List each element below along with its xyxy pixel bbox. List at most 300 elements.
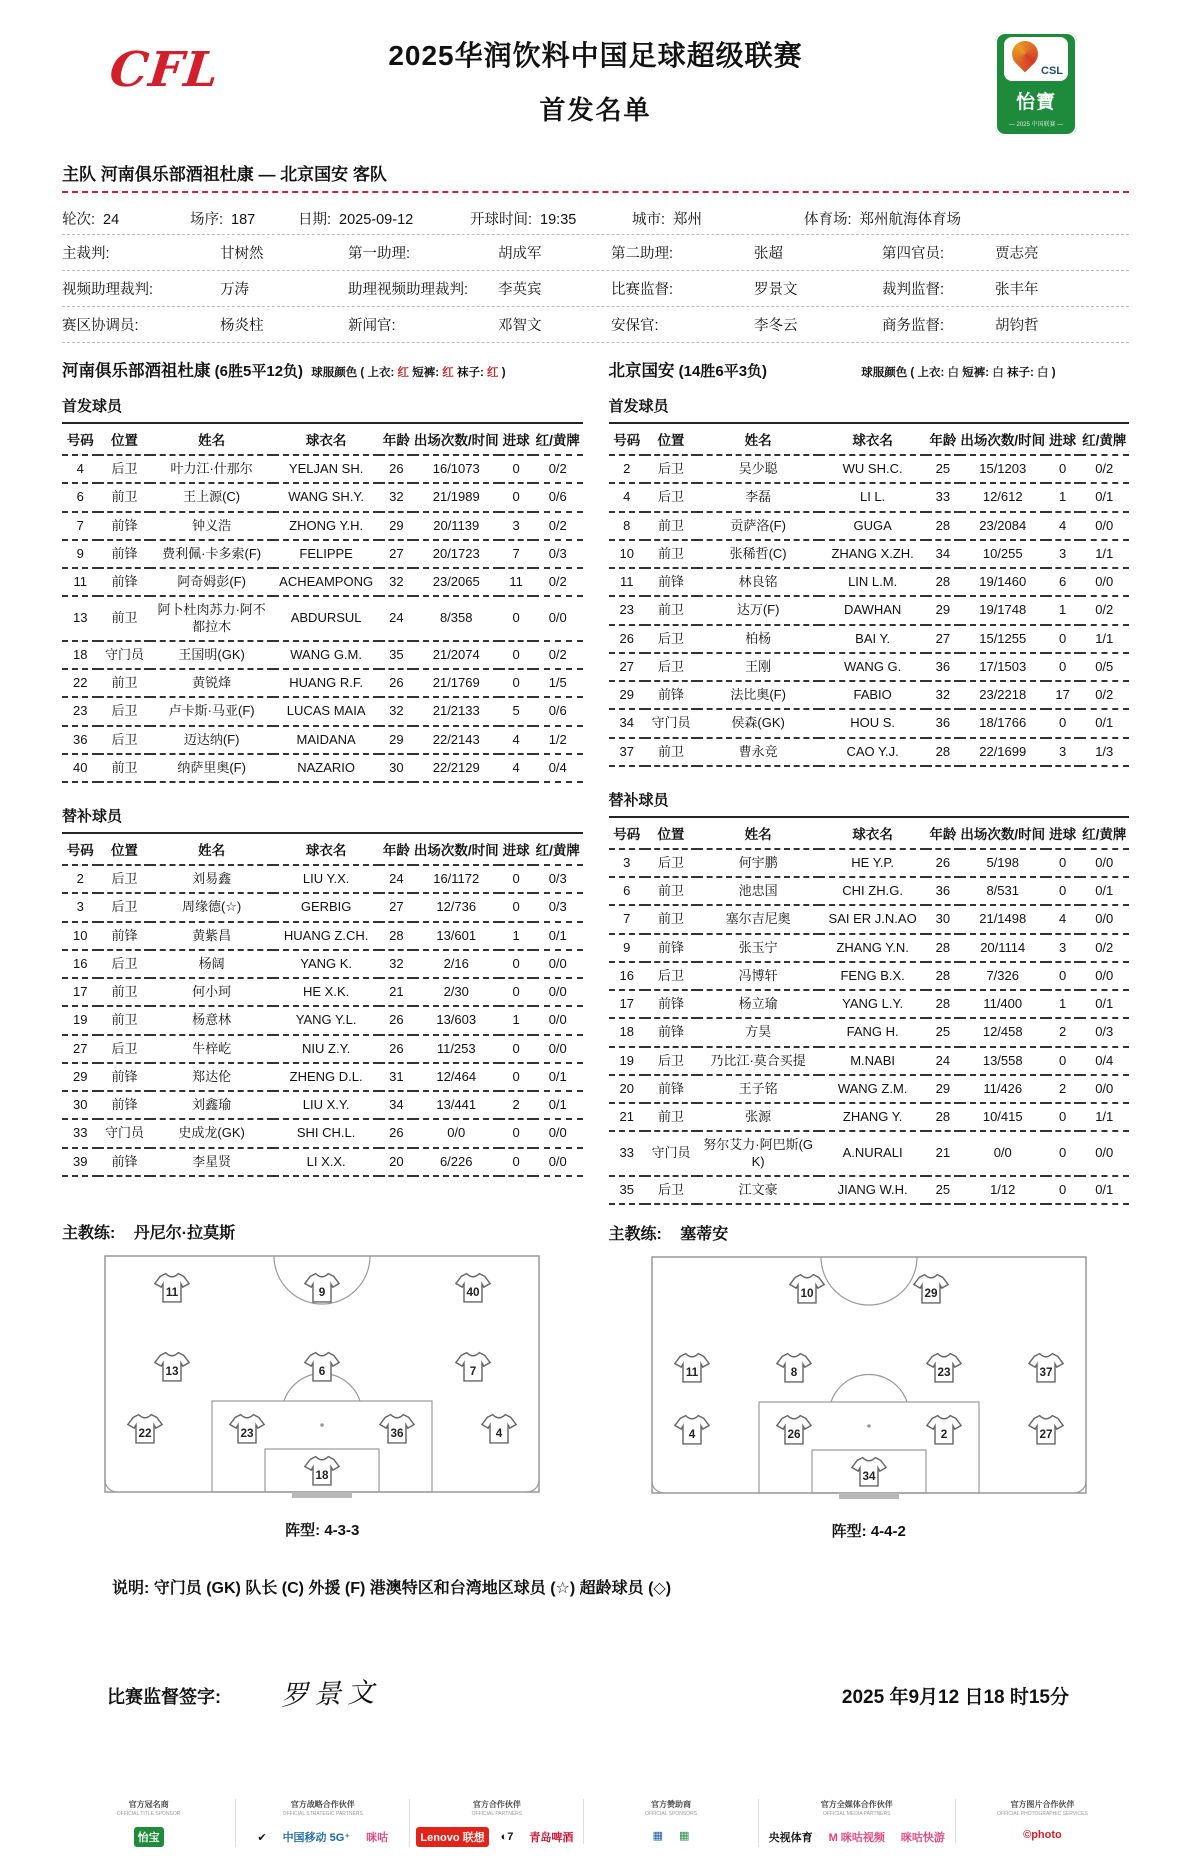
home-starters-label: 首发球员 (62, 398, 123, 415)
info-value: 19:35 (540, 212, 577, 228)
table-cell: 钟义浩 (150, 512, 272, 540)
table-cell: 前卫 (645, 738, 697, 766)
table-cell: 29 (609, 681, 645, 709)
table-cell: 曹永竞 (697, 738, 819, 766)
table-cell: 25 (926, 1176, 960, 1204)
table-cell: 0/5 (1080, 653, 1130, 681)
table-cell: 11 (609, 568, 645, 596)
table-cell: 23 (62, 697, 98, 725)
table-cell: 0/2 (1080, 596, 1130, 624)
table-cell: 0/2 (533, 568, 583, 596)
table-cell: 9 (609, 934, 645, 962)
away-bench-label: 替补球员 (608, 791, 669, 809)
player-row (609, 849, 1130, 877)
home-formation-pitch (101, 1253, 543, 1501)
table-cell: 杨意林 (150, 1006, 272, 1034)
table-cell: ZHENG D.L. (273, 1063, 380, 1091)
table-cell: 24 (926, 1047, 960, 1075)
table-cell: 前锋 (645, 1075, 697, 1103)
table-cell: NIU Z.Y. (273, 1035, 380, 1063)
table-cell: LI X.X. (273, 1148, 380, 1176)
table-cell: 11/253 (413, 1035, 499, 1063)
column-header: 年龄 (926, 817, 960, 849)
page-subtitle: 首发名单 (539, 95, 652, 125)
official-name: 李英宾 (498, 282, 542, 298)
table-cell: 后卫 (98, 1035, 150, 1063)
table-cell: 0/1 (1080, 1176, 1130, 1204)
table-cell: 6/226 (413, 1148, 499, 1176)
table-cell: 27 (379, 540, 413, 568)
table-cell: 28 (926, 962, 960, 990)
official-role-label: 第四官员: (882, 246, 945, 262)
roster-header-row (62, 833, 583, 865)
player-row (609, 934, 1130, 962)
table-cell: 8/358 (413, 596, 499, 641)
officials-row (62, 235, 1129, 271)
svg-text:13: 13 (165, 1365, 179, 1379)
home-team-name: 河南俱乐部酒祖杜康 (62, 362, 211, 380)
table-cell: 0/0 (533, 1148, 583, 1176)
table-cell: 23/2084 (960, 512, 1046, 540)
table-cell: 0 (499, 1063, 533, 1091)
table-cell: 0/0 (533, 1006, 583, 1034)
official-role-label: 裁判监督: (882, 282, 945, 298)
player-row (609, 990, 1130, 1018)
table-cell: 20/1139 (413, 512, 499, 540)
table-cell: 3 (609, 849, 645, 877)
jersey-icon (481, 1412, 517, 1446)
home-bench-wrap (62, 832, 583, 1204)
table-cell: 27 (609, 653, 645, 681)
table-cell: 0/1 (1080, 709, 1130, 737)
tsingtao-logo: 青岛啤酒 (529, 1832, 574, 1844)
official-name: 李冬云 (754, 318, 798, 334)
column-header: 红/黄牌 (533, 423, 583, 455)
roster-header-row (62, 423, 583, 455)
table-cell: 16/1073 (413, 455, 499, 483)
home-team-header (62, 357, 583, 381)
info-label: 场序: (190, 212, 224, 228)
table-cell: SHI CH.L. (273, 1119, 380, 1147)
table-cell: JIANG W.H. (819, 1176, 926, 1204)
sponsor-group-label: 官方战略合作伙伴 (290, 1800, 355, 1809)
table-cell: 0 (499, 950, 533, 978)
player-row (609, 512, 1130, 540)
svg-text:22: 22 (138, 1427, 152, 1441)
table-cell: 34 (926, 540, 960, 568)
jersey-icon (674, 1351, 710, 1385)
away-formation-pitch (648, 1254, 1090, 1502)
home-bench-table (62, 832, 583, 1177)
column-header: 姓名 (697, 423, 819, 455)
table-cell: FANG H. (819, 1018, 926, 1046)
table-cell: 1/5 (533, 669, 583, 697)
player-row (62, 922, 583, 950)
table-cell: 5/198 (960, 849, 1046, 877)
table-cell: LUCAS MAIA (273, 697, 380, 725)
table-cell: 侯森(GK) (697, 709, 819, 737)
table-cell: 39 (62, 1148, 98, 1176)
table-cell: 20/1723 (413, 540, 499, 568)
table-cell: 0 (499, 455, 533, 483)
table-cell: 前卫 (98, 754, 150, 782)
away-team-record: (14胜6平3负) (678, 363, 768, 380)
sponsor-group (235, 1799, 409, 1847)
jersey-icon (455, 1350, 491, 1384)
table-cell: 4 (499, 754, 533, 782)
jersey-icon (229, 1412, 265, 1446)
table-cell: 22/1699 (960, 738, 1046, 766)
away-bench-wrap (609, 816, 1130, 1205)
table-cell: 2 (1046, 1075, 1080, 1103)
table-cell: 0/0 (1080, 1131, 1130, 1176)
table-cell: 26 (609, 625, 645, 653)
table-cell: 17 (62, 978, 98, 1006)
table-cell: 前锋 (98, 1063, 150, 1091)
info-value: 187 (231, 212, 256, 228)
official-name: 贾志亮 (995, 246, 1039, 262)
table-cell: 26 (379, 455, 413, 483)
away-bench-table (609, 816, 1130, 1205)
player-row (62, 950, 583, 978)
column-header: 姓名 (150, 423, 272, 455)
table-cell: 30 (62, 1091, 98, 1119)
sponsor-group-label: 官方合作伙伴 (472, 1800, 521, 1809)
table-cell: 2/30 (413, 978, 499, 1006)
table-cell: 0/0 (1080, 1075, 1130, 1103)
sponsor-group-sublabel: OFFICIAL TITLE SPONSOR (116, 1811, 181, 1817)
column-header: 出场次数/时间 (413, 833, 499, 865)
table-cell: 30 (926, 905, 960, 933)
sponsor-group-label: 官方冠名商 (128, 1800, 169, 1809)
table-cell: 28 (926, 512, 960, 540)
table-cell: 0/0 (413, 1119, 499, 1147)
table-cell: 27 (62, 1035, 98, 1063)
table-cell: 13 (62, 596, 98, 641)
table-cell: 10 (62, 922, 98, 950)
sponsor-group-sublabel: OFFICIAL MEDIA PARTNERS (823, 1811, 891, 1817)
column-header: 球衣名 (273, 423, 380, 455)
table-cell: GUGA (819, 512, 926, 540)
table-cell: 叶力江·什那尔 (150, 455, 272, 483)
table-cell: 26 (379, 1119, 413, 1147)
table-cell: 1/1 (1080, 540, 1130, 568)
player-row (62, 754, 583, 782)
home-team-record: (6胜5平12负) (214, 363, 304, 380)
column-header: 红/黄牌 (1080, 423, 1130, 455)
table-cell: 16 (609, 962, 645, 990)
table-cell: 16/1172 (413, 865, 499, 893)
table-cell: WANG Z.M. (819, 1075, 926, 1103)
table-cell: 7 (499, 540, 533, 568)
match-info-pair (470, 208, 632, 229)
table-cell: 迈达纳(F) (150, 726, 272, 754)
table-cell: 1 (1046, 596, 1080, 624)
table-cell: 王国明(GK) (150, 641, 272, 669)
table-cell: 19 (609, 1047, 645, 1075)
table-cell: 0/1 (533, 1091, 583, 1119)
table-cell: 1/2 (533, 726, 583, 754)
table-cell: 22/2129 (413, 754, 499, 782)
table-cell: 20 (379, 1148, 413, 1176)
official-role-label: 商务监督: (882, 318, 945, 334)
table-cell: 后卫 (98, 455, 150, 483)
official-role-label: 安保官: (611, 318, 659, 334)
table-cell: 17 (609, 990, 645, 1018)
table-cell: 11 (499, 568, 533, 596)
table-cell: HOU S. (819, 709, 926, 737)
away-team-header (609, 357, 1130, 381)
svg-text:40: 40 (466, 1285, 480, 1299)
table-cell: 何宇鹏 (697, 849, 819, 877)
table-cell: 0 (499, 669, 533, 697)
table-cell: 3 (1046, 540, 1080, 568)
player-row (62, 1035, 583, 1063)
table-cell: 15/1203 (960, 455, 1046, 483)
table-cell: 前卫 (645, 905, 697, 933)
table-cell: 7 (62, 512, 98, 540)
column-header: 出场次数/时间 (960, 423, 1046, 455)
column-header: 年龄 (379, 833, 413, 865)
table-cell: 0 (1046, 625, 1080, 653)
table-cell: 28 (926, 1103, 960, 1131)
away-formation-label: 阵型: 4-4-2 (831, 1523, 906, 1540)
sponsor-group-label: 官方图片合作伙伴 (1010, 1800, 1075, 1809)
table-cell: 32 (926, 681, 960, 709)
table-cell: 1/3 (1080, 738, 1130, 766)
table-cell: 36 (926, 653, 960, 681)
table-cell: 3 (62, 893, 98, 921)
column-header: 年龄 (379, 423, 413, 455)
info-label: 轮次: (62, 212, 96, 228)
table-cell: 21/1498 (960, 905, 1046, 933)
table-cell: 26 (379, 669, 413, 697)
svg-text:29: 29 (924, 1286, 938, 1300)
info-label: 城市: (632, 212, 666, 228)
column-header: 位置 (645, 817, 697, 849)
red-divider (62, 191, 1129, 193)
signature-row (62, 1672, 1129, 1711)
column-header: 号码 (609, 817, 645, 849)
csl-yibao-badge (995, 32, 1077, 136)
table-cell: 21 (609, 1103, 645, 1131)
table-cell: 7/326 (960, 962, 1046, 990)
table-cell: 28 (926, 990, 960, 1018)
csl-badge-brand: 怡寶 (1015, 92, 1056, 113)
player-row (62, 893, 583, 921)
table-cell: 周缘德(☆) (150, 893, 272, 921)
table-cell: 0/0 (1080, 849, 1130, 877)
table-cell: 2/16 (413, 950, 499, 978)
sponsor-group (955, 1799, 1129, 1843)
table-cell: 努尔艾力·阿巴斯(GK) (697, 1131, 819, 1176)
official-role-label: 比赛监督: (611, 282, 674, 298)
svg-text:9: 9 (318, 1285, 326, 1299)
officials-row (62, 271, 1129, 307)
csl-badge-top-label: CSL (1041, 65, 1063, 77)
table-cell: 前锋 (98, 1148, 150, 1176)
info-label: 开球时间: (470, 212, 533, 228)
table-cell: 前卫 (645, 596, 697, 624)
player-row (609, 1103, 1130, 1131)
table-cell: 后卫 (645, 1176, 697, 1204)
table-cell: 32 (379, 697, 413, 725)
table-cell: 前卫 (645, 877, 697, 905)
table-cell: LIU X.Y. (273, 1091, 380, 1119)
table-cell: 0/0 (533, 1035, 583, 1063)
column-header: 进球 (499, 833, 533, 865)
column-header: 进球 (1046, 817, 1080, 849)
table-cell: 池忠国 (697, 877, 819, 905)
table-cell: WU SH.C. (819, 455, 926, 483)
table-cell: 2 (1046, 1018, 1080, 1046)
table-cell: 0/1 (533, 922, 583, 950)
table-cell: A.NURALI (819, 1131, 926, 1176)
table-cell: DAWHAN (819, 596, 926, 624)
table-cell: 前锋 (98, 1091, 150, 1119)
info-value: 2025-09-12 (339, 212, 414, 228)
table-cell: 贡萨洛(F) (697, 512, 819, 540)
table-cell: 0/6 (533, 483, 583, 511)
jersey-icon (154, 1350, 190, 1384)
table-cell: 0/3 (533, 865, 583, 893)
table-cell: 史成龙(GK) (150, 1119, 272, 1147)
official-role-label: 赛区协调员: (62, 318, 139, 334)
table-cell: 卢卡斯·马亚(F) (150, 697, 272, 725)
table-cell: M.NABI (819, 1047, 926, 1075)
sponsor-logos (590, 1827, 751, 1844)
away-starters-table (609, 422, 1130, 767)
table-cell: 0/3 (533, 540, 583, 568)
table-cell: 4 (1046, 512, 1080, 540)
player-row (609, 905, 1130, 933)
table-cell: LI L. (819, 483, 926, 511)
sponsor-group (583, 1799, 757, 1844)
table-cell: 后卫 (645, 849, 697, 877)
table-cell: 0/0 (1080, 905, 1130, 933)
sponsor-group-sublabel: OFFICIAL SPONSORS (645, 1811, 698, 1817)
svg-text:26: 26 (787, 1428, 801, 1442)
player-row (609, 625, 1130, 653)
table-cell: 0/0 (1080, 962, 1130, 990)
table-cell: 杨阔 (150, 950, 272, 978)
table-cell: 前卫 (98, 1006, 150, 1034)
table-cell: 13/603 (413, 1006, 499, 1034)
table-cell: 前锋 (98, 512, 150, 540)
column-header: 球衣名 (819, 423, 926, 455)
player-row (609, 455, 1130, 483)
table-cell: 36 (926, 877, 960, 905)
table-cell: 10/415 (960, 1103, 1046, 1131)
table-cell: 10 (609, 540, 645, 568)
table-cell: 12/612 (960, 483, 1046, 511)
table-cell: 1 (499, 1006, 533, 1034)
player-row (609, 681, 1130, 709)
signature-label: 比赛监督签字: (107, 1687, 221, 1707)
sponsor-logo-2: ▦ (679, 1830, 690, 1842)
player-row (62, 865, 583, 893)
match-info-pair (190, 208, 298, 229)
player-row (62, 455, 583, 483)
table-cell: 9 (62, 540, 98, 568)
match-info-pair (632, 208, 804, 229)
table-cell: 32 (379, 483, 413, 511)
table-cell: 21 (926, 1131, 960, 1176)
table-cell: 5 (499, 697, 533, 725)
table-cell: 1 (1046, 990, 1080, 1018)
table-cell: 江文豪 (697, 1176, 819, 1204)
sponsor-group (62, 1799, 235, 1847)
player-row (62, 596, 583, 641)
table-cell: ZHANG Y.N. (819, 934, 926, 962)
player-row (62, 568, 583, 596)
officials-rows (62, 235, 1129, 343)
table-cell: 0 (1046, 1176, 1080, 1204)
sponsor-group-sublabel: OFFICIAL STRATEGIC PARTNERS (282, 1811, 363, 1817)
table-cell: 11/426 (960, 1075, 1046, 1103)
table-cell: CHI ZH.G. (819, 877, 926, 905)
away-team-name: 北京国安 (608, 362, 675, 380)
table-cell: 0/2 (1080, 934, 1130, 962)
migu-video-logo: M 咪咕视频 (828, 1832, 885, 1844)
table-cell: 12/464 (413, 1063, 499, 1091)
player-row (609, 653, 1130, 681)
table-cell: 守门员 (98, 641, 150, 669)
svg-text:4: 4 (495, 1427, 503, 1441)
roster-header-row (609, 423, 1130, 455)
table-cell: SAI ER J.N.AO (819, 905, 926, 933)
official-name: 万涛 (220, 282, 249, 298)
table-cell: 2 (609, 455, 645, 483)
table-cell: 33 (609, 1131, 645, 1176)
table-cell: 后卫 (645, 1047, 697, 1075)
table-cell: 17/1503 (960, 653, 1046, 681)
table-cell: 32 (379, 568, 413, 596)
table-cell: 1 (1046, 483, 1080, 511)
table-cell: 21/1989 (413, 483, 499, 511)
table-cell: 后卫 (645, 625, 697, 653)
table-cell: 26 (379, 1035, 413, 1063)
player-row (62, 483, 583, 511)
table-cell: 12/458 (960, 1018, 1046, 1046)
table-cell: 35 (609, 1176, 645, 1204)
table-cell: ACHEAMPONG (273, 568, 380, 596)
table-cell: 34 (609, 709, 645, 737)
player-row (609, 483, 1130, 511)
svg-text:11: 11 (165, 1285, 179, 1299)
jersey-icon (1028, 1351, 1064, 1385)
official-name: 胡钧哲 (995, 318, 1039, 334)
table-cell: 18 (609, 1018, 645, 1046)
jersey-icon (455, 1271, 491, 1305)
jersey-icon (851, 1455, 887, 1489)
table-cell: 27 (379, 893, 413, 921)
csl-badge-emblem (1004, 37, 1068, 81)
table-cell: 18 (62, 641, 98, 669)
table-cell: 25 (926, 455, 960, 483)
svg-text:7: 7 (469, 1365, 476, 1379)
table-cell: 21 (379, 978, 413, 1006)
table-cell: 0/1 (1080, 483, 1130, 511)
table-cell: 6 (609, 877, 645, 905)
svg-text:4: 4 (688, 1428, 696, 1442)
table-cell: 16 (62, 950, 98, 978)
signature-handwriting: 罗景文 (280, 1677, 381, 1712)
table-cell: 0/2 (533, 455, 583, 483)
table-cell: 王刚 (697, 653, 819, 681)
table-cell: 6 (1046, 568, 1080, 596)
away-coach-name: 塞蒂安 (680, 1226, 729, 1243)
